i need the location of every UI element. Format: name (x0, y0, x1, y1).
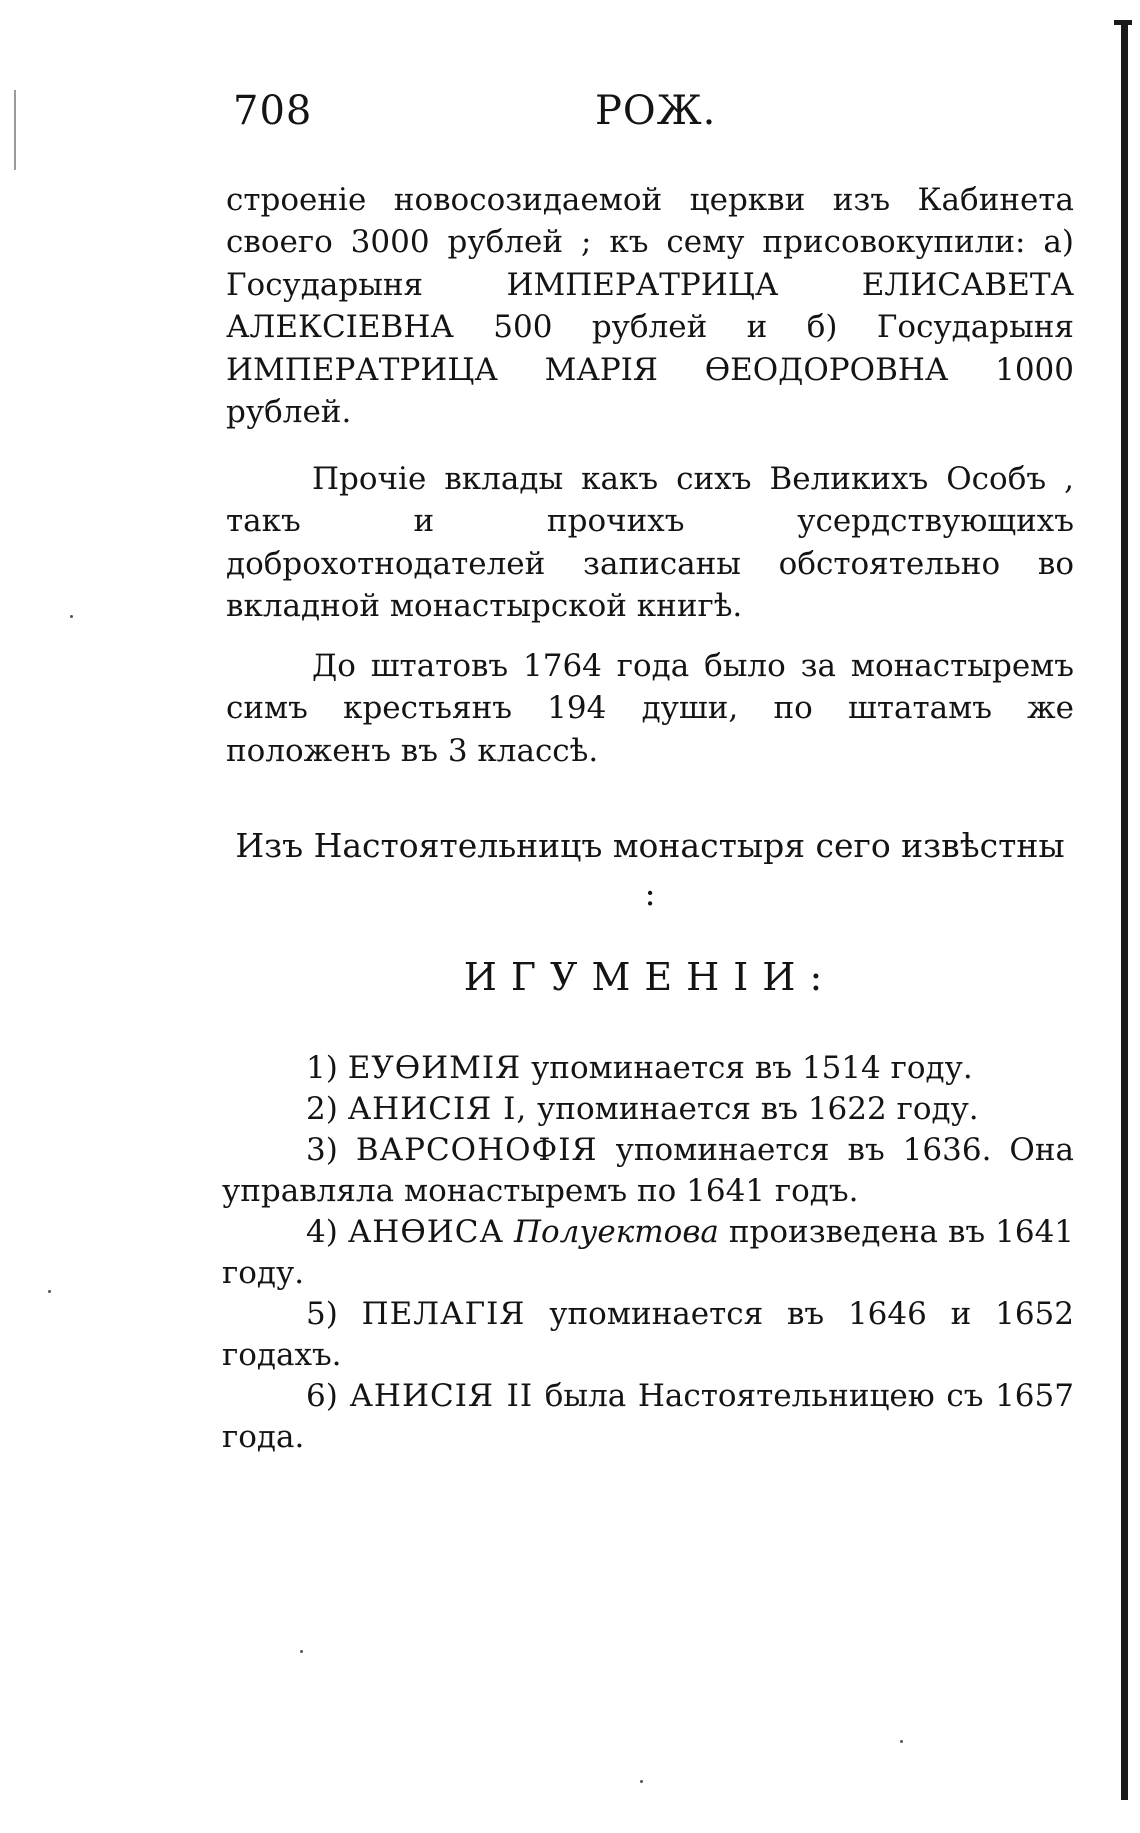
entry-text: упоминается въ 1622 году. (537, 1091, 979, 1127)
entry-name: АНѲИСА (347, 1214, 504, 1250)
entry-text: упоминается въ 1636. Она управляла монастыремъ по 1641 годъ. (222, 1132, 1074, 1209)
entry-name: АНИСІЯ II (349, 1378, 534, 1414)
paragraph-2: Прочіе вклады какъ сихъ Великихъ Особъ , такъ и прочихъ усердствующихъ доброхотнодателей записаны обстоятельно во вкладной монастырской книгѣ. (226, 461, 1074, 625)
entry-epithet: Полуектова (513, 1214, 719, 1250)
entry-name: ЕУѲИМІЯ (347, 1050, 522, 1086)
page-edge-right-top (1114, 20, 1132, 25)
abbess-list (222, 1048, 1074, 1458)
page-header (233, 88, 1080, 144)
entry-name: ПЕЛАГІЯ (361, 1296, 526, 1332)
running-head: РОЖ. (595, 88, 717, 134)
list-item (222, 1294, 1074, 1376)
entry-number: 4) (306, 1214, 338, 1250)
list-item (222, 1212, 1074, 1294)
print-speck (48, 1290, 51, 1293)
print-speck (70, 615, 73, 618)
page-number: 708 (233, 88, 313, 134)
section-title: ИГУМЕНІИ: (463, 955, 837, 999)
list-item (222, 1376, 1074, 1458)
print-speck (300, 1650, 303, 1653)
entry-number: 2) (306, 1091, 338, 1127)
entry-number: 3) (306, 1132, 338, 1168)
section-heading: Изъ Настоятельницъ монастыря сего извѣстны : (235, 826, 1065, 913)
list-item (222, 1048, 1074, 1089)
entry-number: 1) (306, 1050, 338, 1086)
paragraph-1: строеніе новосозидаемой церкви изъ Кабинета своего 3000 рублей ; къ сему присовокупили: а) Государыня ИМПЕРАТРИЦА ЕЛИСАВЕТА АЛЕКСІЕВНА 500 рублей и б) Государыня ИМПЕРАТРИЦА МАРІЯ ѲЕОДОРОВНА 1000 рублей. (226, 182, 1074, 431)
entry-text: была Настоятельницею съ 1657 года. (222, 1378, 1074, 1455)
paragraph-3: До штатовъ 1764 года было за монастыремъ симъ крестьянъ 194 души, по штатамъ же положенъ въ 3 классѣ. (226, 648, 1074, 769)
entry-text: упоминается въ 1646 и 1652 годахъ. (222, 1296, 1075, 1373)
entry-number: 6) (306, 1378, 338, 1414)
entry-text: произведена въ 1641 году. (222, 1214, 1075, 1291)
entry-number: 5) (306, 1296, 338, 1332)
list-item (222, 1130, 1074, 1212)
entry-name: ВАРСОНОФІЯ (355, 1132, 598, 1168)
entry-text: упоминается въ 1514 году. (531, 1050, 973, 1086)
list-item (222, 1089, 1074, 1130)
print-speck (900, 1740, 903, 1743)
page-edge-left (14, 90, 16, 170)
print-speck (640, 1780, 643, 1783)
entry-name: АНИСІЯ I, (347, 1091, 528, 1127)
page-edge-right (1121, 20, 1128, 1800)
